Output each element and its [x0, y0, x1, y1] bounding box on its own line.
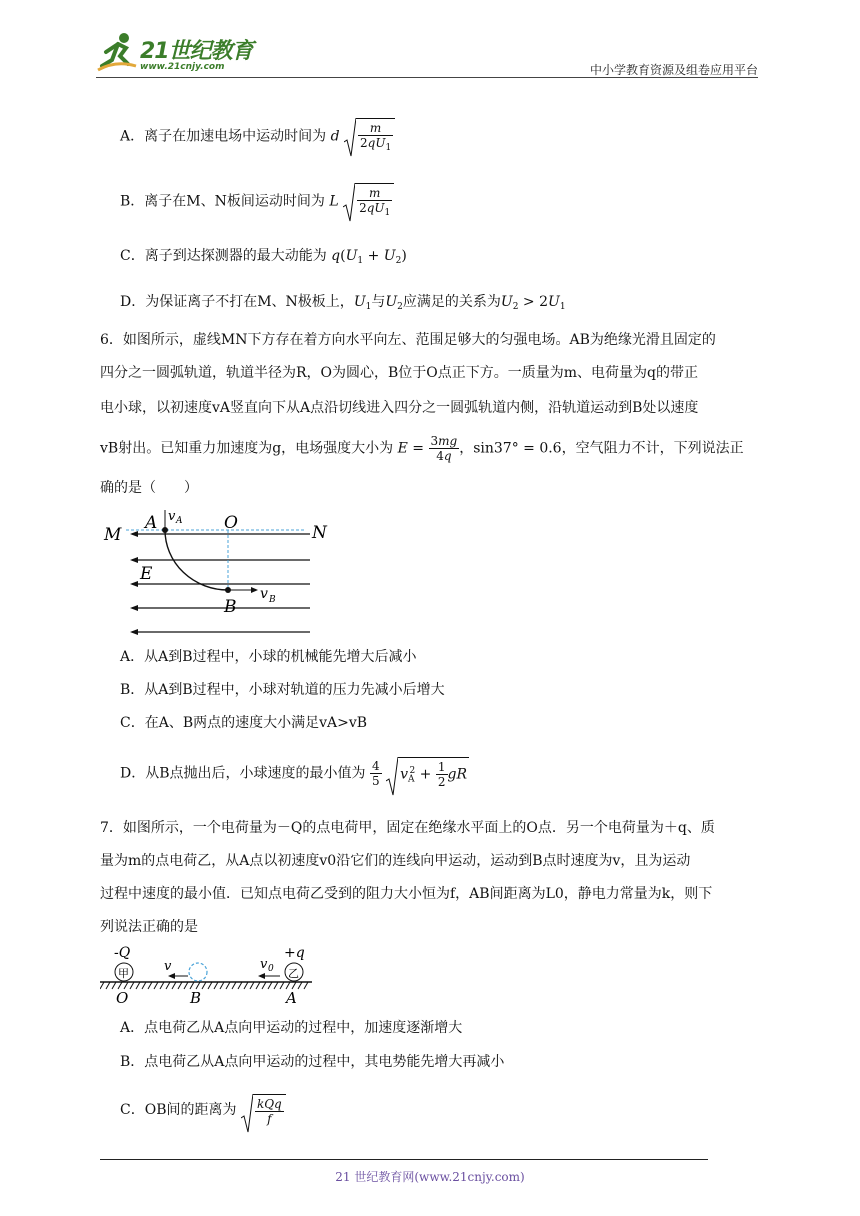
header-divider [96, 77, 758, 78]
q7-line-1: 7．如图所示，一个电荷量为－Q的点电荷甲，固定在绝缘水平面上的O点．另一个电荷量为＋q、质 [100, 820, 715, 836]
q6-d-formula: $v_A^2$ + $\frac{1}{2}$ gR [386, 757, 469, 790]
q7-line-4: 列说法正确的是 [100, 919, 198, 935]
logo-url: www.21cnjy.com [140, 62, 225, 72]
q5-option-d-post: 应满足的关系为 [402, 294, 501, 310]
q7-line-2: 量为m的点电荷乙，从A点以初速度v0沿它们的连线向甲运动，运动到B点时速度为v，且为运动 [100, 853, 691, 869]
fig-label-yi: 乙 [288, 967, 299, 980]
fig-label-minus-q: -Q [114, 945, 131, 961]
fig-label-m: M [104, 525, 122, 545]
q7-option-c [120, 1094, 286, 1126]
q5-option-a: A．离子在加速电场中运动时间为 d $\frac{m}{2qU_1}$ [120, 118, 395, 155]
logo [96, 30, 266, 74]
runner-logo-icon [96, 30, 140, 74]
fig-label-vb: v [260, 586, 268, 602]
q6-option-a: A．从A到B过程中，小球的机械能先增大后减小 [120, 649, 417, 665]
q7-figure [100, 940, 315, 1008]
fig-label-b: B [224, 597, 237, 617]
fig-label-v: v [164, 959, 172, 974]
q5-option-d-mid: 与 [371, 294, 386, 310]
q6-option-d-text: D．从B点抛出后，小球速度的最小值为 [120, 765, 366, 782]
fig-label-va: v [168, 509, 176, 524]
fig-label-e: E [140, 564, 153, 584]
platform-name: 中小学教育资源及组卷应用平台 [589, 63, 758, 77]
q5-option-c-text: C．离子到达探测器的最大动能为 [120, 248, 327, 264]
q6-line-1: 6．如图所示，虚线MN下方存在着方向水平向左、范围足够大的匀强电场。AB为绝缘光滑且固定的 [100, 332, 716, 348]
q6-line-3: 电小球，以初速度vA竖直向下从A点沿切线进入四分之一圆弧轨道内侧，沿轨道运动到B处以速度 [100, 400, 699, 416]
q5-option-d: D．为保证离子不打在M、N极板上，$U_1$与$U_2$应满足的关系为$U_2 > 2U_1$ [120, 294, 566, 312]
fig-label-b: B [190, 989, 202, 1007]
q6-line-5: 确的是（ ） [100, 480, 198, 496]
fig-label-vb-sub: B [269, 595, 276, 605]
logo-text: 21世纪教育 [140, 39, 253, 64]
q5-b-formula: $\frac{m}{2qU_1}$ [343, 183, 394, 220]
q7-option-c-text: C．OB间的距离为 [120, 1102, 237, 1118]
q7-line-3: 过程中速度的最小值．已知点电荷乙受到的阻力大小恒为f，AB间距离为L0，静电力常量为k，则下 [100, 886, 713, 902]
fig-label-jia: 甲 [118, 967, 129, 980]
fig-label-o: O [116, 989, 129, 1007]
q5-option-b: B．离子在M、N板间运动时间为 L $\frac{m}{2qU_1}$ [120, 183, 394, 220]
fig-label-a: A [145, 513, 158, 533]
footer-text: 21 世纪教育网(www.21cnjy.com) [335, 1170, 525, 1184]
fig-label-o: O [224, 513, 238, 533]
fig-label-va-sub: A [176, 516, 183, 526]
q6-line-4: vB射出。已知重力加速度为g，电场强度大小为 E = $\frac{3mg}{4q}$ ，sin37° = 0.6，空气阻力不计，下列说法正 [100, 434, 744, 463]
q6-figure [100, 508, 340, 643]
q7-c-formula: $\frac{\text{kQq}}{f}$ [241, 1094, 286, 1126]
q5-a-formula: $\frac{m}{2qU_1}$ [344, 118, 395, 155]
q7-option-a: A．点电荷乙从A点向甲运动的过程中，加速度逐渐增大 [120, 1020, 463, 1036]
q5-option-b-text: B．离子在M、N板间运动时间为 [120, 193, 325, 210]
q7-option-b: B．点电荷乙从A点向甲运动的过程中，其电势能先增大再减小 [120, 1054, 505, 1070]
q6-option-b: B．从A到B过程中，小球对轨道的压力先减小后增大 [120, 682, 445, 698]
fig-label-a: A [286, 989, 297, 1007]
footer-divider [100, 1159, 708, 1160]
fig-label-v0: v [260, 957, 268, 972]
q6-option-c: C．在A、B两点的速度大小满足vA>vB [120, 715, 368, 731]
q5-option-d-pre: D．为保证离子不打在M、N极板上， [120, 294, 354, 310]
fig-label-n: N [312, 523, 327, 543]
q5-option-c: C．离子到达探测器的最大动能为 $q(U_1 + U_2)$ [120, 248, 407, 266]
fig-label-plus-q: +q [284, 945, 305, 961]
q6-line-4-post: ，空气阻力不计，下列说法正 [561, 440, 744, 457]
fig-label-v0-sub: 0 [268, 964, 274, 974]
q6-option-d: D．从B点抛出后，小球速度的最小值为 $\frac{4}{5}$ $v_A^2$ + $\frac{1}{2}$ gR [120, 757, 469, 790]
q5-option-a-text: A．离子在加速电场中运动时间为 [120, 128, 327, 145]
q6-line-2: 四分之一圆弧轨道，轨道半径为R，O为圆心，B位于O点正下方。一质量为m、电荷量为q的带正 [100, 365, 699, 381]
q6-line-4-pre: vB射出。已知重力加速度为g，电场强度大小为 [100, 440, 394, 457]
